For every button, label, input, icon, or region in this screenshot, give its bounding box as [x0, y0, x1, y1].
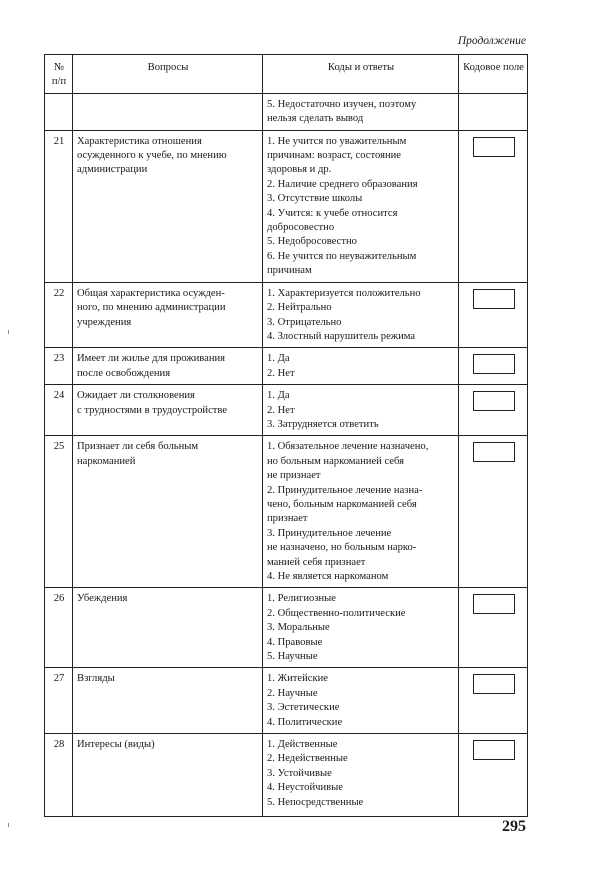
table-row	[45, 436, 528, 588]
question-line: учреждения	[77, 316, 132, 328]
answer-line: 3. Эстетические	[267, 702, 340, 714]
question-line: Признает ли себя больным	[77, 441, 199, 453]
answer-line: 4. Не является наркоманом	[267, 571, 389, 582]
answer-line: но больным наркоманией себя	[267, 455, 405, 467]
code-field-cell	[459, 436, 528, 588]
code-input-box[interactable]	[473, 740, 515, 760]
code-input-box[interactable]	[473, 289, 515, 309]
row-number: 21	[45, 130, 73, 282]
margin-tick	[8, 823, 9, 827]
answer-line: 4. Злостный нарушитель режима	[267, 330, 416, 342]
answer-line: 2. Нейтрально	[267, 302, 332, 314]
row-number: 27	[45, 668, 73, 734]
answer-line: чено, больным наркоманией себя	[267, 498, 417, 510]
question-cell	[73, 588, 263, 668]
question-line: после освобождения	[77, 367, 171, 379]
table-row	[45, 385, 528, 436]
answer-line: 5. Недостаточно изучен, поэтому	[267, 98, 417, 110]
answer-line: манией себя признает	[267, 556, 366, 568]
question-line: с трудностями в трудоустройстве	[77, 404, 228, 416]
answer-line: 2. Наличие среднего образования	[267, 178, 418, 190]
answers-cell	[263, 436, 459, 588]
question-cell	[73, 130, 263, 282]
question-line: Имеет ли жилье для проживания	[77, 353, 226, 365]
header-questions: Вопросы	[73, 55, 263, 94]
answer-line: 1. Религиозные	[267, 593, 336, 605]
answer-line: 3. Затрудняется ответить	[267, 418, 379, 430]
code-field-cell	[459, 130, 528, 282]
code-input-box[interactable]	[473, 442, 515, 462]
answer-line: 6. Не учится по неуважительным	[267, 250, 417, 262]
answer-line: 5. Научные	[267, 651, 318, 663]
question-line: администрации	[77, 164, 148, 176]
answers-cell	[263, 93, 459, 130]
answer-line: признает	[267, 513, 308, 525]
answer-line: 4. Правовые	[267, 636, 323, 648]
answer-line: здоровья и др.	[267, 164, 332, 176]
code-field-cell	[459, 282, 528, 348]
answer-line: не назначено, но больным нарко-	[267, 542, 417, 554]
code-input-box[interactable]	[473, 354, 515, 374]
table-row	[45, 668, 528, 734]
answer-line: нельзя сделать вывод	[267, 113, 364, 125]
answer-line: 3. Моральные	[267, 622, 330, 634]
answers-cell	[263, 668, 459, 734]
question-line: ного, по мнению администрации	[77, 302, 226, 314]
code-field-cell	[459, 588, 528, 668]
code-field-cell	[459, 734, 528, 817]
row-number: 23	[45, 348, 73, 385]
answer-line: не признает	[267, 470, 321, 482]
answers-cell	[263, 282, 459, 348]
question-line: осужденного к учебе, по мнению	[77, 150, 227, 162]
code-field-cell	[459, 93, 528, 130]
header-answers: Коды и ответы	[263, 55, 459, 94]
question-line: Общая характеристика осужден-	[77, 287, 225, 299]
answers-cell	[263, 348, 459, 385]
question-line: Убеждения	[77, 593, 128, 605]
row-number: 24	[45, 385, 73, 436]
question-line: Взгляды	[77, 673, 115, 685]
continuation-label: Продолжение	[457, 35, 526, 47]
answer-line: 1. Житейские	[267, 673, 328, 685]
code-input-box[interactable]	[473, 391, 515, 411]
question-line: Ожидает ли столкновения	[77, 390, 195, 402]
row-number	[45, 93, 73, 130]
table-row	[45, 282, 528, 348]
question-cell	[73, 348, 263, 385]
question-cell	[73, 282, 263, 348]
answers-cell	[263, 588, 459, 668]
answer-line: 5. Непосредственные	[267, 796, 364, 808]
row-number: 25	[45, 436, 73, 588]
question-cell	[73, 734, 263, 817]
code-field-cell	[459, 385, 528, 436]
answer-line: 2. Общественно-политические	[267, 607, 406, 619]
answer-line: 3. Отрицательно	[267, 316, 342, 328]
answer-line: 1. Да	[267, 353, 290, 365]
answer-line: 4. Неустойчивые	[267, 782, 343, 794]
table-row	[45, 130, 528, 282]
code-input-box[interactable]	[473, 594, 515, 614]
row-number: 28	[45, 734, 73, 817]
answer-line: 1. Действенные	[267, 739, 338, 751]
question-line: Интересы (виды)	[77, 739, 155, 751]
code-input-box[interactable]	[473, 674, 515, 694]
table-row	[45, 348, 528, 385]
row-number: 26	[45, 588, 73, 668]
answers-cell	[263, 734, 459, 817]
answers-cell	[263, 385, 459, 436]
answer-line: 4. Учится: к учебе относится	[267, 207, 398, 219]
margin-tick	[8, 330, 9, 334]
question-cell	[73, 93, 263, 130]
answer-line: 2. Нет	[267, 367, 295, 379]
answer-line: 3. Устойчивые	[267, 767, 332, 779]
answer-line: 4. Политические	[267, 716, 343, 728]
answer-line: 2. Принудительное лечение назна-	[267, 484, 423, 496]
page-number: 295	[502, 818, 526, 835]
code-field-cell	[459, 668, 528, 734]
answer-line: 1. Обязательное лечение назначено,	[267, 441, 429, 453]
answer-line: причинам: возраст, состояние	[267, 150, 402, 162]
table-header-row	[45, 55, 528, 94]
answer-line: 3. Принудительное лечение	[267, 527, 392, 539]
answer-line: 1. Характеризуется положительно	[267, 287, 421, 299]
question-line: наркоманией	[77, 455, 136, 467]
table-row	[45, 734, 528, 817]
table-row	[45, 93, 528, 130]
code-field-cell	[459, 348, 528, 385]
answer-line: 2. Научные	[267, 687, 318, 699]
row-number: 22	[45, 282, 73, 348]
table-row	[45, 588, 528, 668]
question-cell	[73, 668, 263, 734]
questionnaire-table	[44, 54, 528, 817]
question-cell	[73, 385, 263, 436]
answers-cell	[263, 130, 459, 282]
question-line: Характеристика отношения	[77, 135, 202, 147]
answer-line: 3. Отсутствие школы	[267, 193, 363, 205]
header-code-field: Кодовое поле	[459, 55, 528, 94]
answer-line: причинам	[267, 265, 312, 277]
answer-line: 2. Нет	[267, 404, 295, 416]
header-number: № п/п	[45, 55, 73, 94]
answer-line: 2. Недейственные	[267, 753, 348, 765]
answer-line: 1. Да	[267, 390, 290, 402]
code-input-box[interactable]	[473, 137, 515, 157]
answer-line: добросовестно	[267, 222, 335, 234]
answer-line: 1. Не учится по уважительным	[267, 135, 407, 147]
question-cell	[73, 436, 263, 588]
table-body	[45, 93, 528, 816]
answer-line: 5. Недобросовестно	[267, 236, 357, 248]
